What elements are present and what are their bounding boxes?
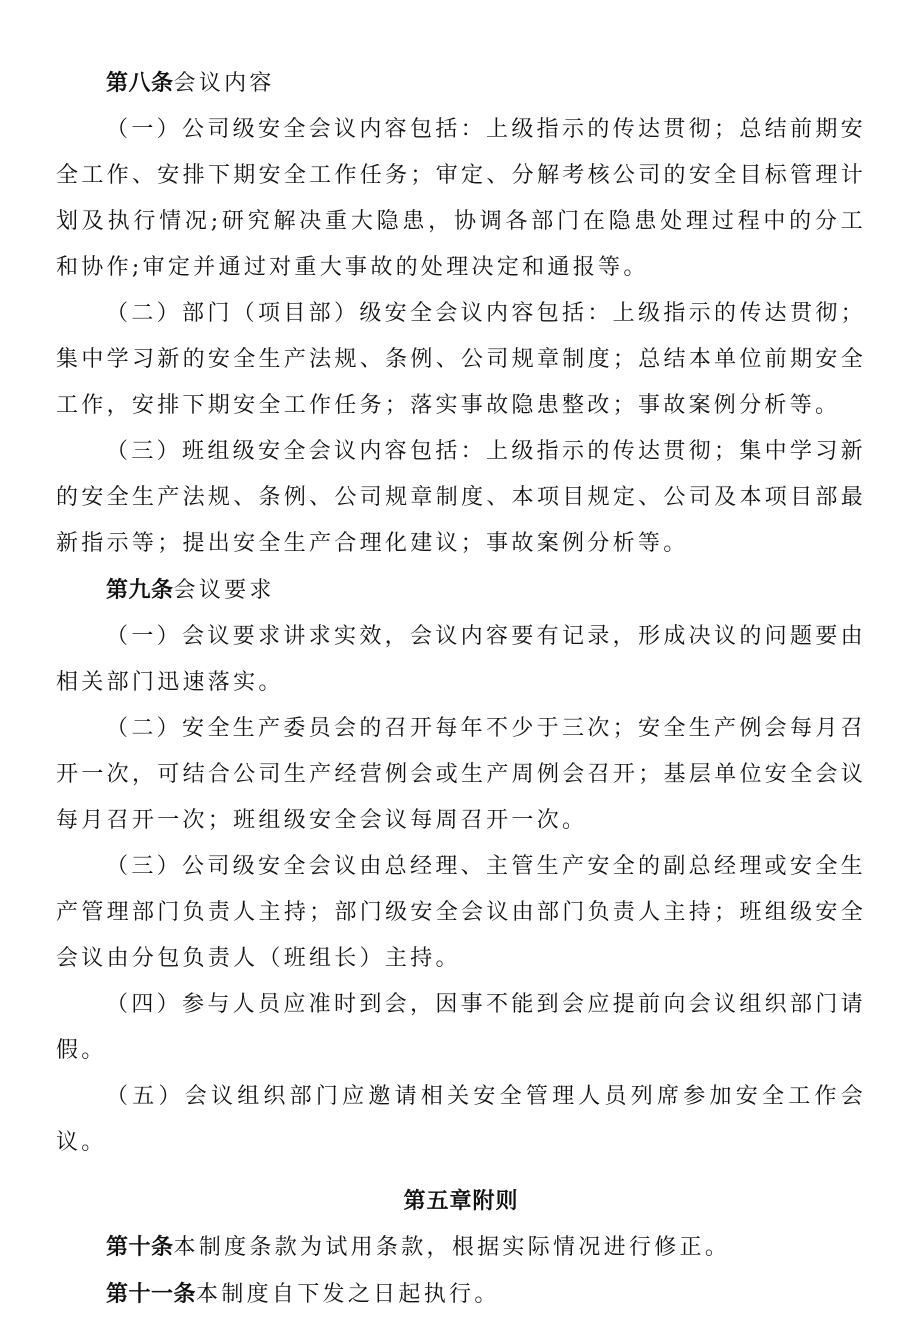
article-8-item-3: （三）班组级安全会议内容包括：上级指示的传达贯彻；集中学习新的安全生产法规、条例、公司规章制度、本项目规定、公司及本项目部最新指示等；提出安全生产合理化建议；事故案例分析等。 — [56, 439, 866, 556]
article-11-text: 本制度自下发之日起执行。 — [196, 1282, 500, 1307]
article-8-item-2: （二）部门（项目部）级安全会议内容包括：上级指示的传达贯彻；集中学习新的安全生产法规、条例、公司规章制度；总结本单位前期安全工作，安排下期安全工作任务；落实事故隐患整改；事故案例分析等。 — [56, 301, 866, 418]
article-10 — [56, 1224, 866, 1271]
article-11-title: 第十一条 — [106, 1281, 197, 1307]
article-8-heading — [56, 60, 866, 107]
chapter-5-title: 第五章附则 — [403, 1188, 519, 1214]
article-10-title: 第十条 — [106, 1234, 174, 1260]
article-10-text: 本制度条款为试用条款，根据实际情况进行修正。 — [173, 1235, 731, 1260]
article-8-item-1: （一）公司级安全会议内容包括：上级指示的传达贯彻；总结前期安全工作、安排下期安全工作任务；审定、分解考核公司的安全目标管理计划及执行情况;研究解决重大隐患，协调各部门在隐患处理过程中的分工和协作;审定并通过对重大事故的处理决定和通报等。 — [56, 117, 866, 280]
article-8-title: 第八条 — [106, 70, 174, 96]
article-11 — [56, 1271, 866, 1318]
article-9-item-3: （三）公司级安全会议由总经理、主管生产安全的副总经理或安全生产管理部门负责人主持；部门级安全会议由部门负责人主持；班组级安全会议由分包负责人（班组长）主持。 — [56, 854, 866, 971]
article-9-subject: 会议要求 — [173, 578, 275, 603]
article-9-heading — [56, 567, 866, 614]
article-9-item-2: （二）安全生产委员会的召开每年不少于三次；安全生产例会每月召开一次，可结合公司生产经营例会或生产周例会召开；基层单位安全会议每月召开一次；班组级安全会议每周召开一次。 — [56, 716, 866, 833]
article-8-subject: 会议内容 — [173, 71, 275, 96]
article-9-item-4: （四）参与人员应准时到会，因事不能到会应提前向会议组织部门请假。 — [56, 992, 866, 1063]
article-9-title: 第九条 — [106, 577, 174, 603]
article-9-item-1: （一）会议要求讲求实效，会议内容要有记录，形成决议的问题要由相关部门迅速落实。 — [56, 624, 866, 695]
article-9-item-5: （五）会议组织部门应邀请相关安全管理人员列席参加安全工作会议。 — [56, 1084, 866, 1155]
document-page — [56, 60, 866, 1318]
